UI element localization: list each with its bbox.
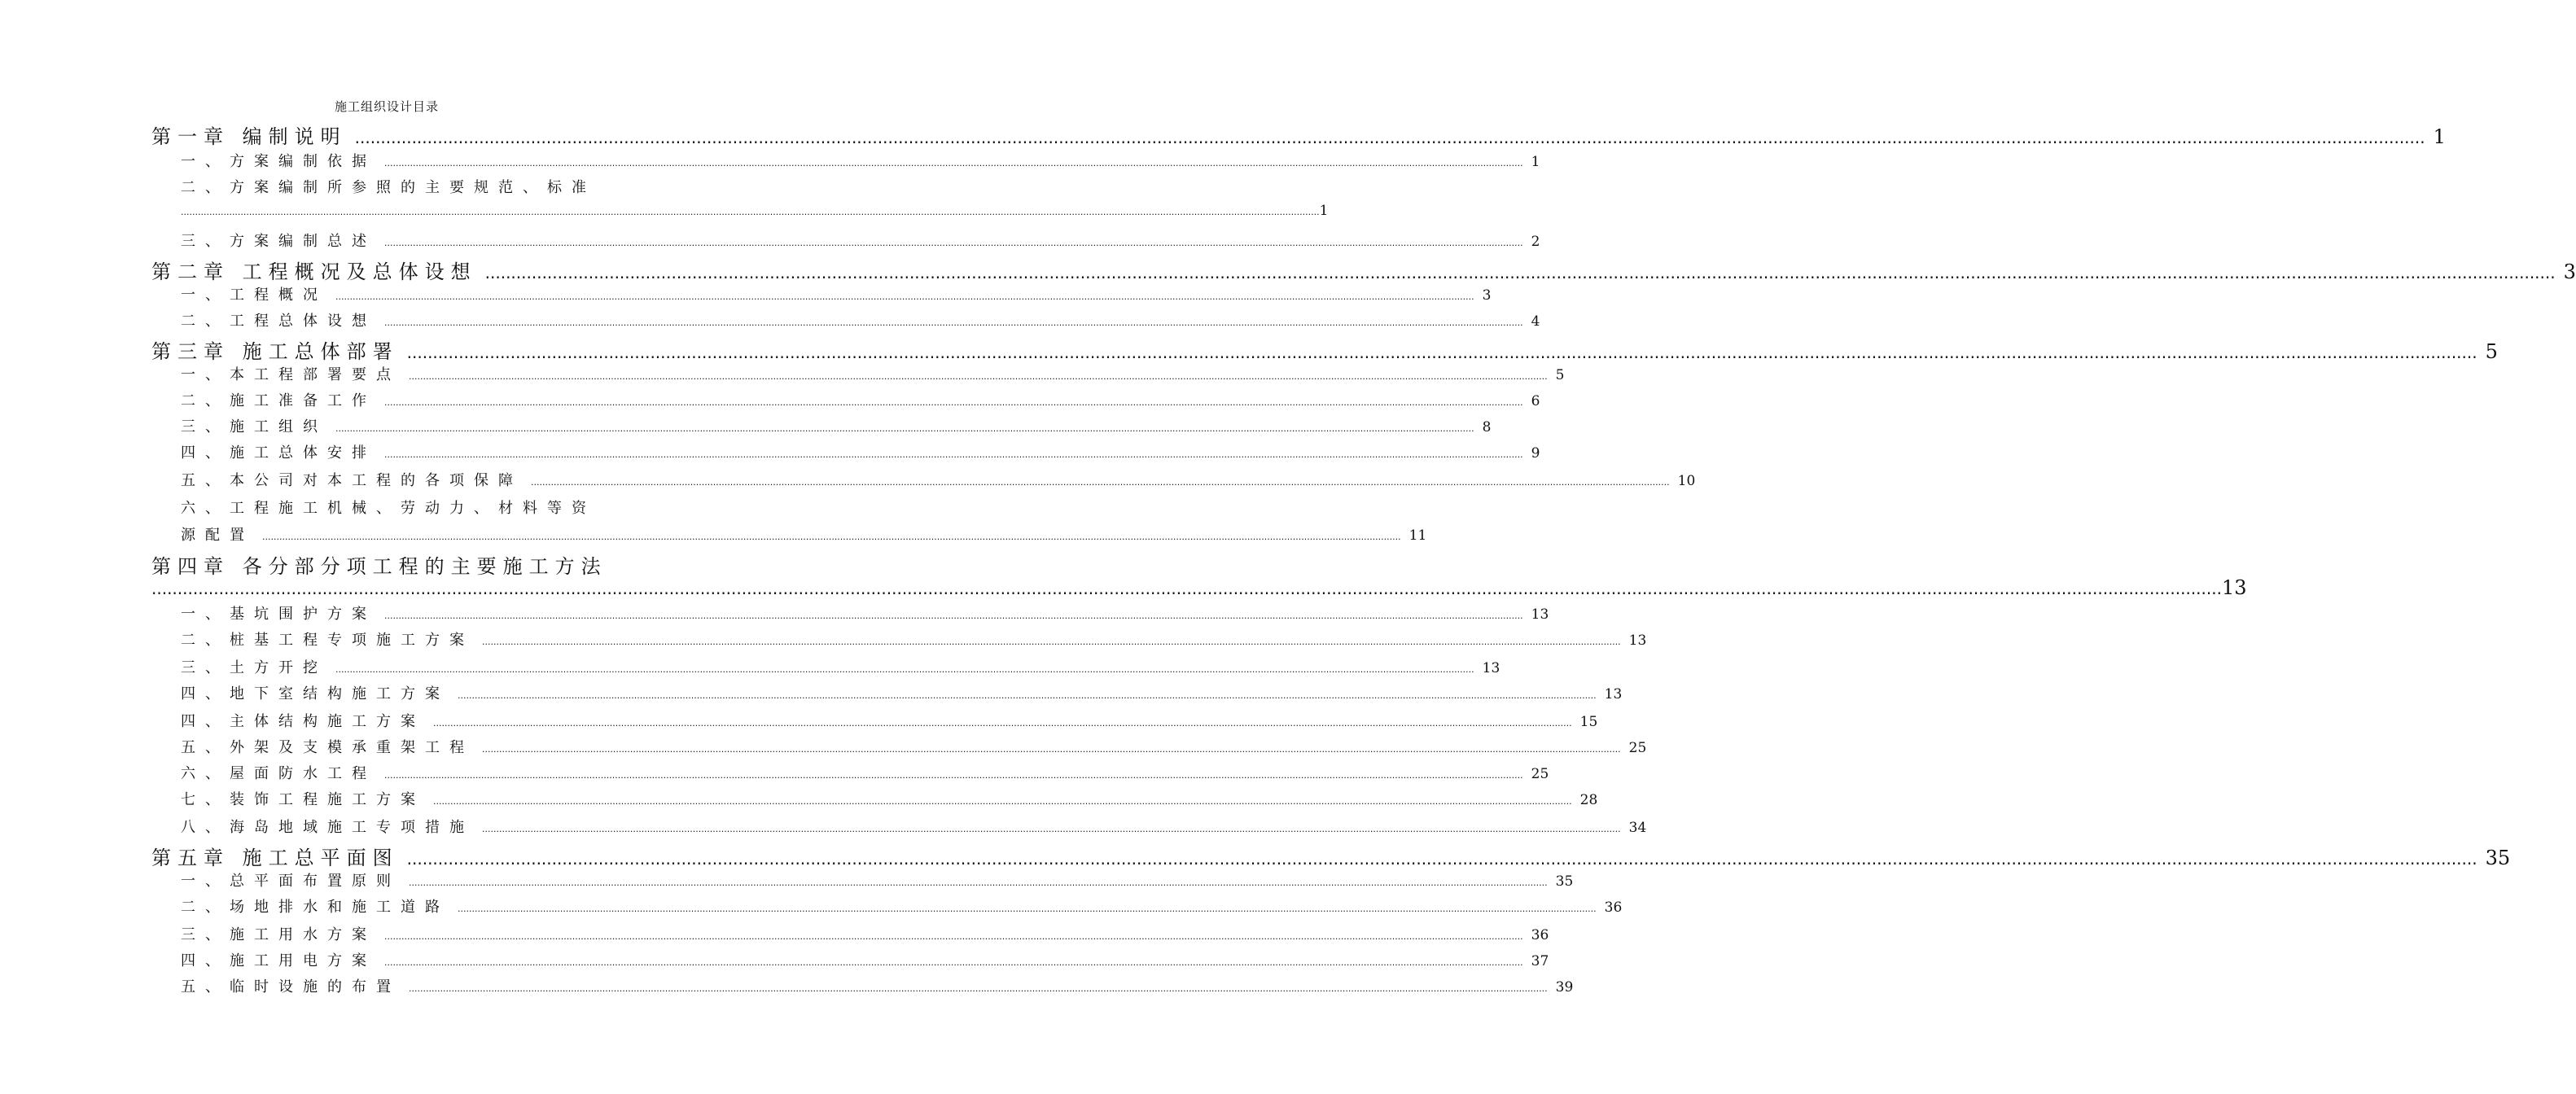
toc-entry-label: 二、桩基工程专项施工方案: [181, 632, 474, 649]
toc-section-row[interactable]: [181, 895, 1623, 917]
toc-entry-label: 一、方案编制依据: [181, 153, 376, 170]
toc-chapter-row[interactable]: [151, 256, 2576, 284]
toc-section-row[interactable]: [181, 869, 1574, 891]
toc-page-number: 34: [1628, 820, 1647, 836]
toc-page-number: 13: [2221, 576, 2247, 599]
toc-leader-dots: ................................................................................................................................................................................................................................................................................................................................................................................................................: [406, 343, 2477, 362]
toc-leader-dots: ................................................................................................................................................................................................................................................................................................................................................................................................................: [335, 664, 1474, 675]
toc-leader-dots: ................................................................................................................................................................................................................................................................................................................................................................................................................: [181, 207, 1320, 217]
toc-entry-label: 四、施工用电方案: [181, 952, 376, 969]
toc-section-row[interactable]: [181, 469, 1696, 490]
toc-leader-dots: ................................................................................................................................................................................................................................................................................................................................................................................................................: [335, 291, 1474, 302]
toc-entry-label: 一、工程概况: [181, 287, 327, 304]
toc-chapter-row[interactable]: [151, 842, 2511, 870]
toc-entry-label: 二、工程总体设想: [181, 313, 376, 330]
toc-entry-label: 二、场地排水和施工道路: [181, 899, 449, 916]
toc-section-row-continued[interactable]: [181, 203, 1329, 219]
toc-section-row[interactable]: [181, 736, 1647, 757]
toc-entry-label: 第一章 编制说明: [151, 125, 347, 148]
toc-entry-label: 五、本公司对本工程的各项保障: [181, 472, 523, 489]
toc-section-row[interactable]: [181, 788, 1598, 809]
toc-entry-label: 第二章 工程概况及总体设想: [151, 260, 477, 283]
toc-section-row[interactable]: [181, 363, 1565, 384]
toc-leader-dots: ................................................................................................................................................................................................................................................................................................................................................................................................................: [384, 610, 1523, 621]
toc-section-row[interactable]: [181, 628, 1647, 650]
toc-page-number: 5: [2485, 340, 2498, 363]
toc-leader-dots: ................................................................................................................................................................................................................................................................................................................................................................................................................: [433, 796, 1572, 807]
toc-section-row[interactable]: [181, 415, 1492, 436]
toc-page-number: 3: [2563, 260, 2576, 283]
toc-section-row[interactable]: [181, 602, 1549, 624]
toc-page-number: 5: [1555, 367, 1565, 383]
toc-section-row[interactable]: [181, 762, 1549, 783]
toc-leader-dots: ................................................................................................................................................................................................................................................................................................................................................................................................................: [433, 718, 1572, 729]
toc-leader-dots: ................................................................................................................................................................................................................................................................................................................................................................................................................: [409, 877, 1548, 888]
toc-section-row[interactable]: [181, 230, 1540, 251]
toc-section-label-line1[interactable]: 二、方案编制所参照的主要规范、标准: [181, 179, 596, 196]
toc-leader-dots: ................................................................................................................................................................................................................................................................................................................................................................................................................: [384, 158, 1523, 168]
toc-page-number: 2: [1531, 234, 1540, 250]
toc-entry-label: 三、土方开挖: [181, 659, 327, 676]
toc-page-number: 8: [1482, 419, 1492, 435]
toc-entry-label: 五、外架及支模承重架工程: [181, 739, 474, 756]
toc-leader-dots: ................................................................................................................................................................................................................................................................................................................................................................................................................: [384, 317, 1523, 328]
toc-entry-label: 三、方案编制总述: [181, 233, 376, 250]
toc-entry-label: 七、装饰工程施工方案: [181, 791, 425, 808]
toc-section-row[interactable]: [181, 283, 1492, 304]
toc-chapter-row[interactable]: [151, 335, 2498, 364]
toc-page-number: 9: [1531, 445, 1540, 462]
toc-chapter-label-line1[interactable]: [151, 550, 607, 579]
toc-page-number: 35: [2485, 847, 2511, 869]
toc-leader-dots: ................................................................................................................................................................................................................................................................................................................................................................................................................: [482, 637, 1621, 647]
toc-leader-dots: ................................................................................................................................................................................................................................................................................................................................................................................................................: [384, 931, 1523, 942]
toc-leader-dots: ................................................................................................................................................................................................................................................................................................................................................................................................................: [458, 690, 1597, 701]
toc-entry-label: 四、地下室结构施工方案: [181, 685, 449, 702]
toc-leader-dots: ................................................................................................................................................................................................................................................................................................................................................................................................................: [335, 423, 1474, 434]
toc-section-row[interactable]: [181, 975, 1574, 996]
toc-leader-dots: ................................................................................................................................................................................................................................................................................................................................................................................................................: [384, 957, 1523, 968]
toc-leader-dots: ................................................................................................................................................................................................................................................................................................................................................................................................................: [384, 397, 1523, 408]
toc-page-number: 1: [1531, 154, 1540, 170]
toc-page-number: 25: [1531, 766, 1549, 782]
toc-page-number: 10: [1677, 473, 1696, 489]
toc-entry-label: 八、海岛地域施工专项措施: [181, 819, 474, 836]
document-title: 施工组织设计目录: [334, 99, 439, 114]
toc-section-label-line1[interactable]: 六、工程施工机械、劳动力、材料等资: [181, 500, 596, 517]
toc-page-number: 13: [1628, 632, 1647, 649]
toc-section-row[interactable]: [181, 923, 1549, 944]
toc-section-row[interactable]: [181, 309, 1540, 330]
toc-page-number: 37: [1531, 953, 1549, 969]
toc-leader-dots: ................................................................................................................................................................................................................................................................................................................................................................................................................: [409, 371, 1548, 382]
toc-leader-dots: ................................................................................................................................................................................................................................................................................................................................................................................................................: [531, 477, 1670, 488]
toc-entry-label: 六、屋面防水工程: [181, 765, 376, 782]
toc-entry-label: 三、施工组织: [181, 418, 327, 435]
toc-page-number: 28: [1579, 792, 1598, 808]
toc-page-number: 13: [1604, 686, 1623, 702]
toc-entry-label: 五、临时设施的布置: [181, 978, 401, 996]
toc-page-number: 3: [1482, 287, 1492, 304]
toc-leader-dots: ................................................................................................................................................................................................................................................................................................................................................................................................................: [409, 983, 1548, 994]
toc-page-number: 4: [1531, 313, 1540, 330]
toc-page-number: 36: [1604, 899, 1623, 916]
toc-leader-dots: ................................................................................................................................................................................................................................................................................................................................................................................................................: [384, 770, 1523, 781]
toc-entry-label: 一、基坑围护方案: [181, 606, 376, 623]
toc-section-row[interactable]: [181, 710, 1598, 731]
toc-page-number: 6: [1531, 393, 1540, 409]
toc-entry-label: 第四章 各分部分项工程的主要施工方法: [151, 555, 607, 578]
toc-leader-dots: ................................................................................................................................................................................................................................................................................................................................................................................................................: [262, 532, 1401, 542]
toc-leader-dots: ................................................................................................................................................................................................................................................................................................................................................................................................................: [484, 263, 2556, 282]
toc-leader-dots: ................................................................................................................................................................................................................................................................................................................................................................................................................: [406, 849, 2477, 869]
toc-chapter-row-continued[interactable]: [151, 576, 2247, 599]
toc-page-number: 39: [1555, 979, 1574, 996]
toc-page-number: 25: [1628, 740, 1647, 756]
toc-entry-label: 一、总平面布置原则: [181, 873, 401, 890]
toc-chapter-row[interactable]: [151, 120, 2446, 149]
toc-section-row-continued[interactable]: [181, 523, 1427, 545]
toc-leader-dots: ................................................................................................................................................................................................................................................................................................................................................................................................................: [384, 238, 1523, 248]
toc-leader-dots: ................................................................................................................................................................................................................................................................................................................................................................................................................: [482, 744, 1621, 755]
toc-page-number: 35: [1555, 873, 1574, 890]
toc-entry-label: 一、本工程部署要点: [181, 366, 401, 383]
toc-page-number: 11: [1408, 527, 1427, 544]
toc-page-number: 15: [1579, 714, 1598, 730]
toc-section-label-line2: 源配置: [181, 527, 254, 544]
toc-page-number: 13: [1482, 660, 1500, 676]
toc-entry-label: 四、施工总体安排: [181, 444, 376, 462]
toc-section-row[interactable]: [181, 816, 1647, 837]
toc-page-number: 36: [1531, 927, 1549, 943]
toc-section-row[interactable]: [181, 150, 1540, 171]
toc-entry-label: 三、施工用水方案: [181, 926, 376, 943]
toc-leader-dots: ................................................................................................................................................................................................................................................................................................................................................................................................................: [384, 449, 1523, 460]
toc-section-row[interactable]: [181, 949, 1549, 970]
toc-page-number: 1: [1319, 203, 1329, 219]
toc-section-row[interactable]: [181, 682, 1623, 703]
toc-section-row[interactable]: [181, 656, 1500, 677]
toc-leader-dots: ................................................................................................................................................................................................................................................................................................................................................................................................................: [482, 824, 1621, 834]
toc-section-row[interactable]: [181, 389, 1540, 410]
toc-leader-dots: ................................................................................................................................................................................................................................................................................................................................................................................................................: [458, 904, 1597, 914]
toc-entry-label: 第三章 施工总体部署: [151, 340, 399, 363]
toc-section-row[interactable]: [181, 441, 1540, 462]
toc-entry-label: 四、主体结构施工方案: [181, 713, 425, 730]
toc-entry-label: 二、施工准备工作: [181, 392, 376, 409]
toc-leader-dots: ................................................................................................................................................................................................................................................................................................................................................................................................................: [354, 128, 2425, 147]
toc-page-number: 13: [1531, 606, 1549, 623]
toc-page-number: 1: [2433, 125, 2446, 148]
toc-entry-label: 第五章 施工总平面图: [151, 847, 399, 869]
toc-leader-dots: ................................................................................................................................................................................................................................................................................................................................................................................................................: [151, 579, 2222, 598]
